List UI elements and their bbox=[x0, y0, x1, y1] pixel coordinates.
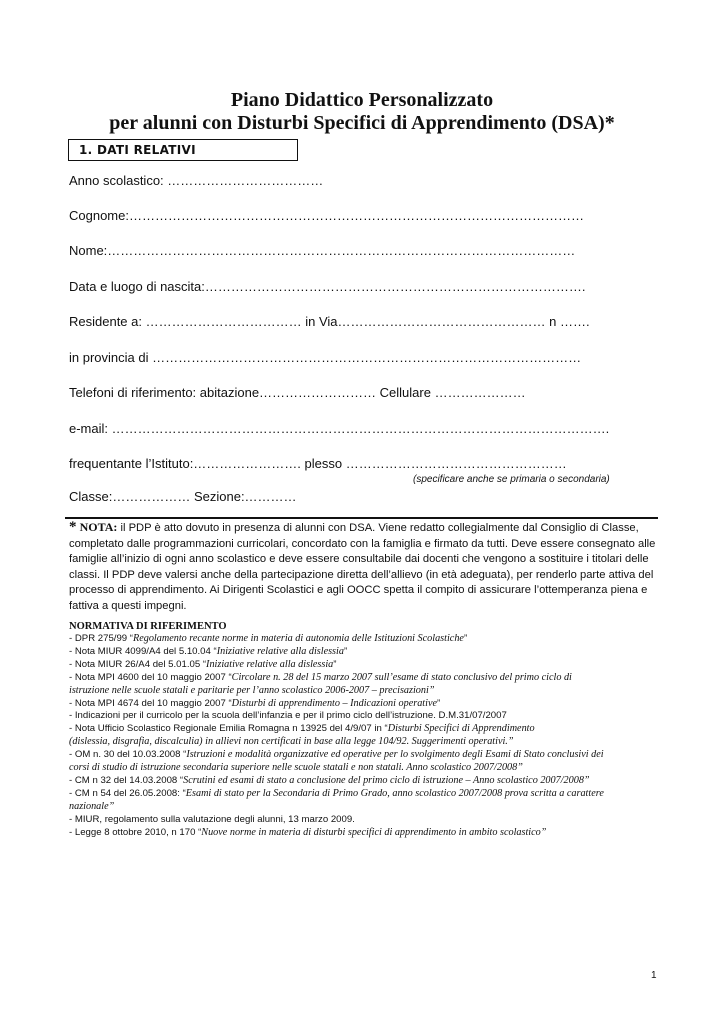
normativa-item bbox=[69, 698, 659, 711]
normativa-item bbox=[69, 736, 659, 749]
field-anno-scolastico[interactable]: Anno scolastico: ……………………………… bbox=[69, 173, 324, 188]
normativa-item bbox=[69, 762, 659, 775]
normativa-item bbox=[69, 685, 659, 698]
specification-hint: (specificare anche se primaria o secondaria) bbox=[413, 474, 610, 485]
normativa-item bbox=[69, 827, 659, 840]
normativa-item bbox=[69, 633, 659, 646]
normativa-item-italic: Nuove norme in materia di disturbi specifici di apprendimento in ambito scolastico” bbox=[201, 826, 547, 838]
field-nome[interactable]: Nome:……………………………………………………………………………………………… bbox=[69, 243, 576, 258]
normativa-item bbox=[69, 723, 659, 736]
normativa-item-italic: nazionale” bbox=[69, 800, 115, 812]
normativa-item-italic: Regolamento recante norme in materia di autonomia delle Istituzioni Scolastiche bbox=[133, 633, 464, 644]
normativa-item-italic: (dislessia, disgrafia, discalculia) in allievi non certificati in base alla legge 104/92. Suggerimenti operativi.” bbox=[69, 736, 514, 748]
normativa-item-plain: - OM n. 30 del 10.03.2008 “ bbox=[69, 749, 187, 761]
normativa-item-italic: corsi di studio di istruzione secondaria superiore nelle scuole statali e non statali. Anno scolastico 2007/2008” bbox=[69, 762, 523, 774]
normativa-item-tail: ” bbox=[343, 645, 348, 657]
normativa-item-italic: Esami di stato per la Secondaria di Primo Grado, anno scolastico 2007/2008 prova scritta a carattere bbox=[185, 787, 604, 799]
normativa-item bbox=[69, 775, 659, 788]
normativa-item bbox=[69, 788, 659, 801]
field-cognome[interactable]: Cognome:…………………………………………………………………………………………… bbox=[69, 208, 584, 223]
document-title-line-2: per alunni con Disturbi Specifici di Apprendimento (DSA)* bbox=[109, 112, 615, 134]
field-email[interactable]: e-mail: ……………………………………………………………………………………………………. bbox=[69, 421, 610, 436]
normativa-item-italic: Iniziative relative alla dislessia bbox=[216, 645, 344, 657]
normativa-heading: NORMATIVA DI RIFERIMENTO bbox=[69, 621, 227, 632]
normativa-item-plain: - Nota Ufficio Scolastico Regionale Emilia Romagna n 13925 del 4/9/07 in “ bbox=[69, 723, 388, 735]
field-data-luogo-nascita[interactable]: Data e luogo di nascita:……………………………………………………………………………. bbox=[69, 279, 586, 294]
horizontal-divider bbox=[65, 517, 658, 519]
normativa-item-plain: - CM n 32 del 14.03.2008 “ bbox=[69, 774, 184, 786]
field-residenza[interactable]: Residente a: ……………………………… in Via………………………………………… n ……. bbox=[69, 314, 590, 329]
normativa-item bbox=[69, 710, 659, 723]
note-label: NOTA: bbox=[79, 520, 118, 534]
normativa-item-plain: - DPR 275/99 “ bbox=[69, 633, 133, 644]
normativa-item bbox=[69, 749, 659, 762]
normativa-item-plain: - Indicazioni per il curricolo per la scuola dell’infanzia e per il primo ciclo dell’istruzione. D.M.31/07/2007 bbox=[69, 710, 507, 722]
section-heading-dati-relativi: 1. DATI RELATIVI bbox=[68, 139, 298, 161]
normativa-item-plain: - Nota MIUR 26/A4 del 5.01.05 “ bbox=[69, 658, 207, 670]
note-asterisk: * bbox=[69, 519, 77, 535]
normativa-list bbox=[69, 633, 659, 840]
page-number: 1 bbox=[651, 970, 657, 981]
normativa-item-tail: ” bbox=[463, 633, 468, 644]
normativa-item-plain: - Nota MIUR 4099/A4 del 5.10.04 “ bbox=[69, 645, 217, 657]
normativa-item bbox=[69, 646, 659, 659]
normativa-item-plain: - CM n 54 del 26.05.2008: “ bbox=[69, 787, 186, 799]
normativa-item bbox=[69, 672, 659, 685]
pdp-note bbox=[69, 520, 659, 615]
normativa-item-tail: ” bbox=[333, 658, 337, 670]
field-istituto-plesso[interactable]: frequentante l’Istituto:……………………. plesso …………………………………………… bbox=[69, 456, 567, 471]
normativa-item-plain: - MIUR, regolamento sulla valutazione degli alunni, 13 marzo 2009. bbox=[69, 813, 355, 825]
normativa-item-italic: Disturbi di apprendimento – Indicazioni operative bbox=[231, 697, 438, 709]
normativa-item bbox=[69, 814, 659, 827]
normativa-item-italic: Iniziative relative alla dislessia bbox=[206, 658, 334, 670]
normativa-item-plain: - Nota MPI 4674 del 10 maggio 2007 “ bbox=[69, 697, 232, 709]
document-title-line-1: Piano Didattico Personalizzato bbox=[230, 89, 494, 111]
normativa-item-tail: ” bbox=[437, 697, 441, 709]
normativa-item-italic: Disturbi Specifici di Apprendimento bbox=[387, 723, 535, 735]
field-telefoni[interactable]: Telefoni di riferimento: abitazione……………………… Cellulare ………………… bbox=[69, 385, 526, 400]
normativa-item-italic: istruzione nelle scuole statali e paritarie per l’anno scolastico 2006-2007 – precisazioni” bbox=[69, 684, 435, 696]
normativa-item bbox=[69, 659, 659, 672]
normativa-item-italic: Istruzioni e modalità organizzative ed operative per lo svolgimento degli Esami di Stato conclusivi dei bbox=[186, 749, 604, 761]
normativa-item-plain: - Legge 8 ottobre 2010, n 170 “ bbox=[69, 826, 202, 838]
normativa-item-italic: Circolare n. 28 del 15 marzo 2007 sull’esame di stato conclusivo del primo ciclo di bbox=[231, 671, 572, 683]
note-text: il PDP è atto dovuto in presenza di alunni con DSA. Viene redatto collegialmente dal Consiglio di Classe, completato dalle programmazioni curricolari, concordato con la famiglia e firmato da tutti. Deve essere consegnato alle famiglie all’inizio di ogni anno scolastico e deve essere consultabile dai docenti che vengono a sostituire i titolari delle classi. Il PDP deve valersi anche della partecipazione diretta dell’allievo (in età adeguata), per renderlo parte attiva del processo di apprendimento. Ai Dirigenti Scolastici e agli OOCC spetta il compito di assicurare l’ottemperanza piena e fattiva a questi impegni. bbox=[69, 522, 656, 612]
field-provincia[interactable]: in provincia di ……………………………………………………………………………………… bbox=[69, 350, 582, 365]
normativa-item-italic: Scrutini ed esami di stato a conclusione del primo ciclo di istruzione – Anno scolastico 2007/2008” bbox=[183, 774, 590, 786]
normativa-item-plain: - Nota MPI 4600 del 10 maggio 2007 “ bbox=[69, 671, 232, 683]
normativa-item bbox=[69, 801, 659, 814]
field-classe-sezione[interactable]: Classe:……………… Sezione:………… bbox=[69, 489, 297, 504]
